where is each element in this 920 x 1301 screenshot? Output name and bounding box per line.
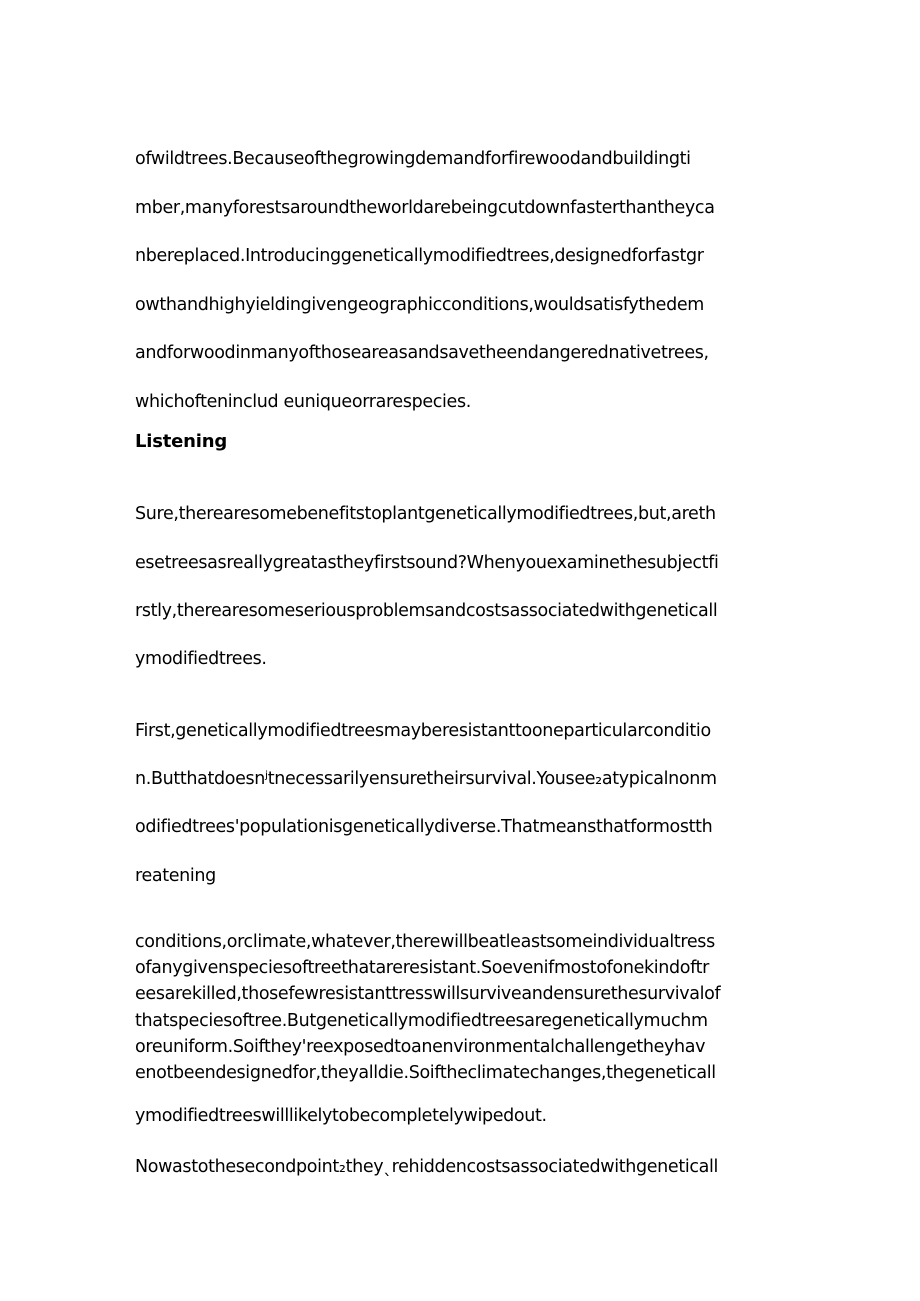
paragraph-line: ymodifiedtreeswilllikelytobecompletelywipedout.: [135, 1106, 547, 1126]
paragraph-line: First,geneticallymodifiedtreesmayberesistanttooneparticularconditio: [135, 721, 711, 741]
paragraph-line: reatening: [135, 866, 216, 886]
paragraph-line: rstly,therearesomeseriousproblemsandcostsassociatedwithgeneticall: [135, 601, 718, 621]
paragraph-line: Nowastothesecondpoint₂theyˎrehiddencostsassociatedwithgeneticall: [135, 1157, 719, 1177]
paragraph-line: odifiedtrees'populationisgeneticallydiverse.Thatmeansthatformostth: [135, 817, 713, 837]
paragraph-line: ofwildtrees.Becauseofthegrowingdemandforfirewoodandbuildingti: [135, 149, 691, 169]
paragraph-line: enotbeendesignedfor,theyalldie.Soiftheclimatechanges,thegeneticall: [135, 1063, 716, 1083]
paragraph-line: ofanygivenspeciesoftreethatareresistant.Soevenifmostofonekindoftr: [135, 958, 710, 978]
paragraph-line: conditions,orclimate,whatever,therewillbeatleastsomeindividualtress: [135, 932, 715, 952]
paragraph-line: n.Butthatdoesnʲtnecessarilyensuretheirsurvival.Yousee₂atypicalnonm: [135, 769, 717, 789]
paragraph-line: eesarekilled,thosefewresistanttresswillsurviveandensurethesurvivalof: [135, 984, 721, 1004]
paragraph-line: owthandhighyieldingivengeographicconditions,wouldsatisfythedem: [135, 295, 704, 315]
paragraph-line: nbereplaced.Introducinggeneticallymodifiedtrees,designedforfastgr: [135, 246, 704, 266]
paragraph-line: Sure,therearesomebenefitstoplantgeneticallymodifiedtrees,but,areth: [135, 504, 716, 524]
paragraph-line: andforwoodinmanyofthoseareasandsavetheendangerednativetrees,: [135, 343, 709, 363]
paragraph-line: whichofteninclud euniqueorrarespecies.: [135, 392, 471, 412]
section-heading: Listening: [135, 431, 228, 452]
paragraph-line: ymodifiedtrees.: [135, 649, 267, 669]
paragraph-line: thatspeciesoftree.Butgeneticallymodifiedtreesaregeneticallymuchm: [135, 1011, 708, 1031]
paragraph-line: oreuniform.Soifthey'reexposedtoanenvironmentalchallengetheyhav: [135, 1037, 706, 1057]
paragraph-line: esetreesasreallygreatastheyfirstsound?Whenyouexaminethesubjectfi: [135, 553, 719, 573]
paragraph-line: mber,manyforestsaroundtheworldarebeingcutdownfasterthantheyca: [135, 198, 715, 218]
